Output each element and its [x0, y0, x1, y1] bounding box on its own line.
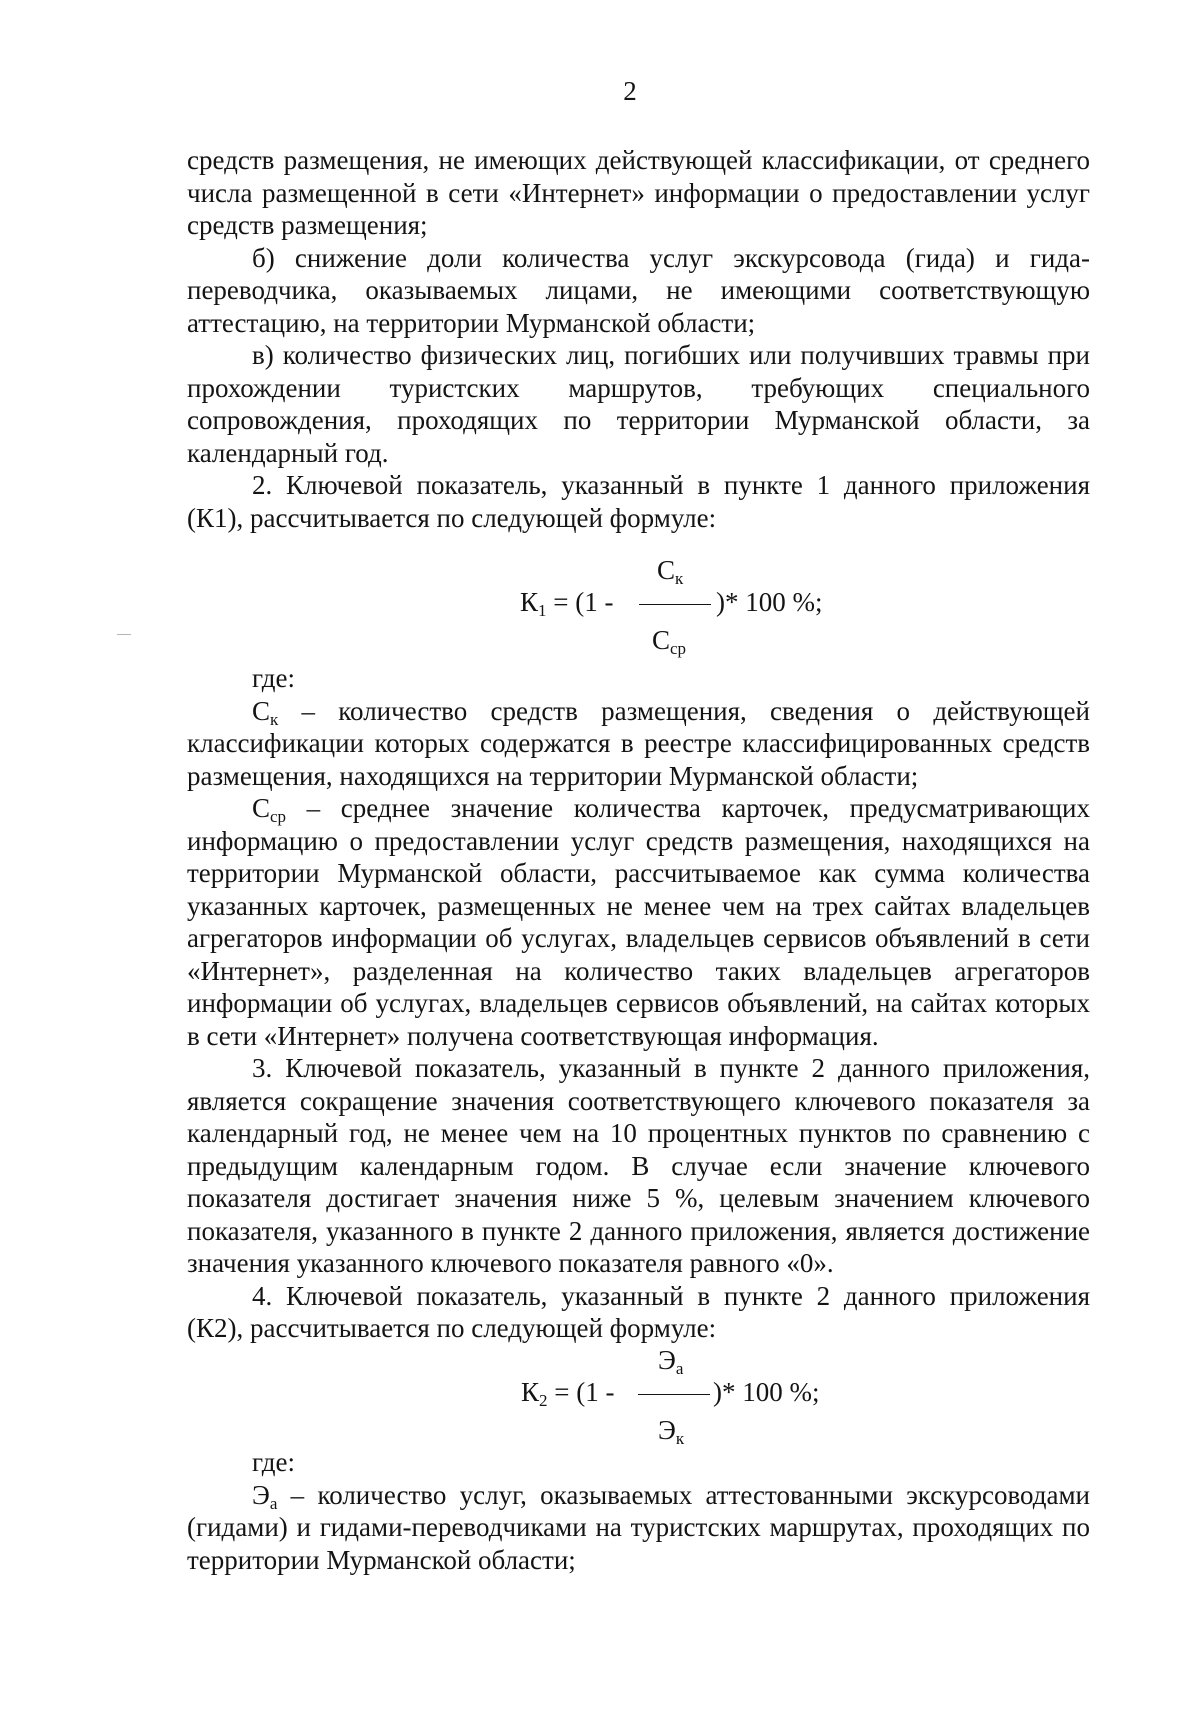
- formula-k2-fraction-bar: [638, 1394, 710, 1395]
- paragraph-item-b: б) снижение доли количества услуг экскурсовода (гида) и гида-переводчика, оказываемых лицами, не имеющими соответствующую аттестацию, на территории Мурманской области;: [187, 242, 1090, 338]
- formula-k1-numerator: $С_к$: [657, 555, 684, 588]
- definition-ccp: $С_{ср}$ – среднее значение количества карточек, предусматривающих информацию о предоставлении услуг средств размещения, находящихся на территории Мурманской области, рассчитываемое как сумма количества указанных карточек, размещенных не менее чем на трех сайтах владельцев агрегаторов информации об услугах, владельцев сервисов объявлений в сети «Интернет», разделенная на количество таких владельцев агрегаторов информации об услугах, владельцев сервисов объявлений, на сайтах которых в сети «Интернет» получена соответствующая информация.: [187, 793, 1090, 1051]
- where-label-1: где:: [252, 663, 295, 693]
- formula-k2-rhs: )* 100 %;: [713, 1377, 820, 1407]
- text-block-k1-definitions: [187, 662, 1090, 1345]
- formula-k2-lhs: $К_2 = (1$ -: [521, 1377, 615, 1410]
- formula-k2-denominator: $Э_к$: [658, 1415, 685, 1448]
- paragraph-point-4: 4. Ключевой показатель, указанный в пункте 2 данного приложения (К2), рассчитывается по следующей формуле:: [187, 1280, 1090, 1343]
- symbol-ea: $Э_а$: [252, 1479, 278, 1513]
- symbol-ck: $С_к$: [252, 695, 279, 729]
- formula-k1-denominator: $С_{ср}$: [652, 625, 687, 658]
- paragraph-continuation: средств размещения, не имеющих действующей классификации, от среднего числа размещенной в сети «Интернет» информации о предоставлении услуг средств размещения;: [187, 145, 1090, 240]
- paragraph-item-v: в) количество физических лиц, погибших или получивших травмы при прохождении туристских маршрутов, требующих специального сопровождения, проходящих по территории Мурманской области, за календарный год.: [187, 340, 1090, 468]
- formula-k1-fraction-bar: [639, 604, 711, 605]
- paragraph-point-3: 3. Ключевой показатель, указанный в пункте 2 данного приложения, является сокращение значения соответствующего ключевого показателя за календарный год, не менее чем на 10 процентных пунктов по сравнению с предыдущим календарным годом. В случае если значение ключевого показателя достигает значения ниже 5 %, целевым значением ключевого показателя, указанного в пункте 2 данного приложения, является достижение значения указанного ключевого показателя равного «0».: [187, 1053, 1090, 1278]
- paragraph-point-2: 2. Ключевой показатель, указанный в пункте 1 данного приложения (К1), рассчитывается по следующей формуле:: [187, 470, 1090, 533]
- symbol-ccp: $С_{ср}$: [252, 793, 287, 826]
- text-block-k2-definitions: [187, 1446, 1090, 1576]
- formula-k1-lhs: $К_1 = (1$ -: [520, 587, 614, 620]
- formula-k1-rhs: )* 100 %;: [716, 587, 823, 617]
- definition-ck: $С_к$ – количество средств размещения, сведения о действующей классификации которых содержатся в реестре классифицированных средств размещения, находящихся на территории Мурманской области;: [187, 695, 1090, 791]
- text-block-intro: [187, 144, 1090, 534]
- where-label-2: где:: [252, 1447, 295, 1477]
- page-number: 2: [623, 76, 637, 106]
- formula-k2: [521, 1345, 841, 1448]
- margin-scan-mark: [117, 634, 131, 635]
- formula-k2-numerator: $Э_а$: [658, 1345, 684, 1378]
- formula-k1: [520, 555, 840, 658]
- definition-ea: $Э_а$ – количество услуг, оказываемых аттестованными экскурсоводами (гидами) и гидами-переводчиками на туристских маршрутах, проходящих по территории Мурманской области;: [187, 1479, 1090, 1575]
